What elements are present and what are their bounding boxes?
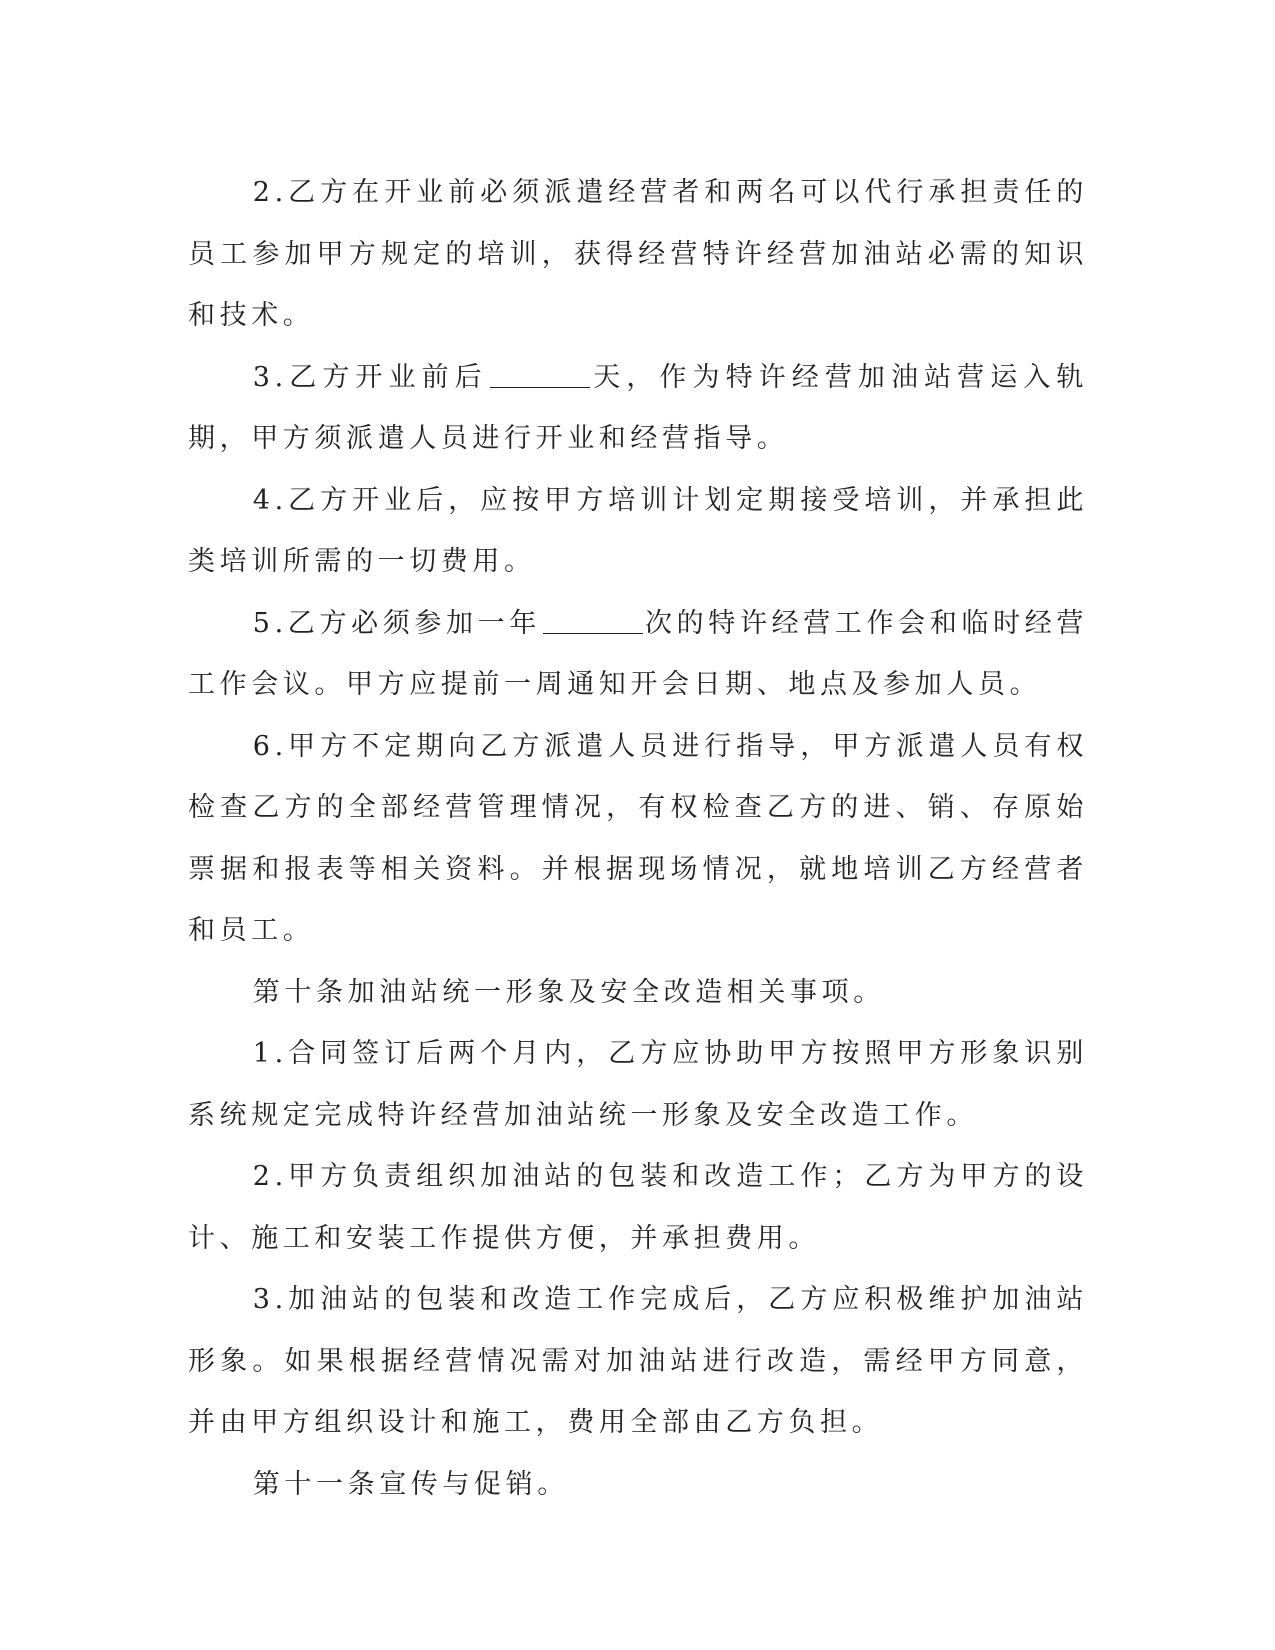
paragraph-inspection: 6.甲方不定期向乙方派遣人员进行指导，甲方派遣人员有权检查乙方的全部经营管理情况，有权检查乙方的进、销、存原始票据和报表等相关资料。并根据现场情况，就地培训乙方经营者和员工。 (188, 730, 1088, 946)
paragraph-image-upgrade: 1.合同签订后两个月内，乙方应协助甲方按照甲方形象识别系统规定完成特许经营加油站统一形象及安全改造工作。 (188, 1038, 1088, 1131)
article-10-heading: 第十条加油站统一形象及安全改造相关事项。 (252, 976, 885, 1008)
paragraph-text: 5.乙方必须参加一年 (252, 607, 541, 639)
paragraph-maintenance: 3.加油站的包装和改造工作完成后，乙方应积极维护加油站形象。如果根据经营情况需对加油站进行改造，需经甲方同意，并由甲方组织设计和施工，费用全部由乙方负担。 (188, 1284, 1088, 1438)
fill-in-blank (543, 632, 643, 634)
article-11-heading: 第十一条宣传与促销。 (252, 1468, 569, 1500)
paragraph-periodic-training: 4.乙方开业后，应按甲方培训计划定期接受培训，并承担此类培训所需的一切费用。 (188, 484, 1088, 577)
fill-in-blank (490, 386, 590, 388)
paragraph-training-staff: 2.乙方在开业前必须派遣经营者和两名可以代行承担责任的员工参加甲方规定的培训，获得经营特许经营加油站必需的知识和技术。 (188, 177, 1088, 331)
paragraph-packaging: 2.甲方负责组织加油站的包装和改造工作；乙方为甲方的设计、施工和安装工作提供方便，并承担费用。 (188, 1161, 1088, 1254)
paragraph-text: 天，作为特许经营加油站营运入轨期，甲方须派遣人员进行开业和经营指导。 (188, 361, 1089, 454)
paragraph-text: 次的特许经营工作会和临时经营工作会议。甲方应提前一周通知开会日期、地点及参加人员。 (188, 607, 1088, 700)
paragraph-text: 3.乙方开业前后 (252, 361, 488, 393)
paragraph-meetings (188, 593, 1088, 716)
document-body (188, 162, 1088, 1515)
paragraph-opening-guidance (188, 347, 1088, 470)
